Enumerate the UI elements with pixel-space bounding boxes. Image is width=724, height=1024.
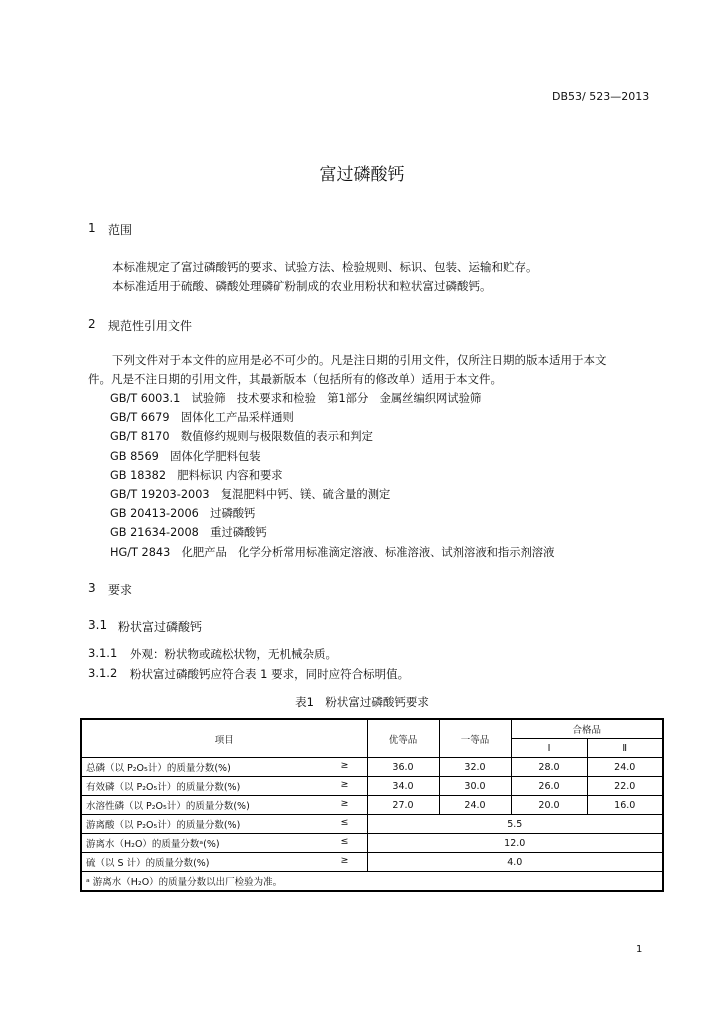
section-1-paragraph: 本标准适用于硫酸、磷酸处理磷矿粉制成的农业用粉状和粒状富过磷酸钙。 [112, 279, 492, 293]
page-number: 1 [636, 944, 643, 955]
reference-item: GB/T 6003.1 试验筛 技术要求和检验 第1部分 金属丝编织网试验筛 [110, 392, 482, 405]
cell-value: 12.0 [367, 834, 663, 853]
clause-3-1-2-text: 粉状富过磷酸钙应符合表 1 要求，同时应符合标明值。 [130, 667, 410, 681]
row-label: 游离水（H₂O）的质量分数ᵃ(%) [86, 839, 220, 850]
cell-value: 5.5 [367, 815, 663, 834]
cell-value: 30.0 [439, 777, 511, 796]
page-title: 富过磷酸钙 [319, 165, 405, 185]
row-label: 硫（以 S 计）的质量分数(%) [86, 858, 210, 869]
table-row [81, 815, 663, 834]
clause-3-1-2-number: 3.1.2 [88, 666, 118, 680]
cell-value: 16.0 [587, 796, 663, 815]
comparison-symbol: ≥ [340, 798, 349, 809]
requirements-table [80, 718, 664, 892]
section-1-number: 1 [88, 221, 96, 235]
section-2-intro: 下列文件对于本文件的应用是必不可少的。凡是注日期的引用文件，仅所注日期的版本适用于本文 [112, 353, 607, 367]
reference-item: GB/T 8170 数值修约规则与极限数值的表示和判定 [110, 430, 373, 444]
comparison-symbol: ≤ [340, 836, 349, 847]
table-row [81, 796, 663, 815]
section-2-number: 2 [88, 317, 96, 331]
section-3-heading: 要求 [108, 583, 133, 597]
comparison-symbol: ≥ [340, 760, 349, 771]
cell-value: 34.0 [367, 777, 439, 796]
cell-value: 26.0 [511, 777, 587, 796]
reference-item: GB 8569 固体化学肥料包装 [110, 449, 261, 463]
cell-value: 4.0 [367, 853, 663, 872]
section-2-heading: 规范性引用文件 [108, 319, 193, 333]
reference-item: GB/T 19203-2003 复混肥料中钙、镁、硫含量的测定 [110, 488, 391, 502]
clause-3-1-1-text: 外观：粉状物或疏松状物，无机械杂质。 [130, 647, 337, 661]
cell-value: 24.0 [439, 796, 511, 815]
header-grade-1: Ⅰ [511, 739, 587, 758]
header-grade-2: Ⅱ [587, 739, 663, 758]
header-item: 项目 [81, 719, 367, 758]
section-1-heading: 范围 [108, 223, 133, 237]
reference-item: GB 21634-2008 重过磷酸钙 [110, 526, 267, 540]
comparison-symbol: ≥ [340, 855, 349, 866]
table-row [81, 758, 663, 777]
reference-list [110, 389, 554, 562]
cell-value: 20.0 [511, 796, 587, 815]
reference-item: GB 20413-2006 过磷酸钙 [110, 507, 256, 521]
reference-item: GB 18382 肥料标识 内容和要求 [110, 468, 283, 482]
table-note-row [81, 872, 663, 892]
header-first: 一等品 [439, 719, 511, 758]
subsection-3-1-heading: 粉状富过磷酸钙 [118, 620, 203, 634]
cell-value: 28.0 [511, 758, 587, 777]
cell-value: 22.0 [587, 777, 663, 796]
table-row [81, 834, 663, 853]
document-number: DB53/ 523—2013 [552, 90, 650, 103]
clause-3-1-1-number: 3.1.1 [88, 646, 118, 660]
section-3-number: 3 [88, 581, 96, 595]
section-2-intro-cont: 件。凡是不注日期的引用文件，其最新版本（包括所有的修改单）适用于本文件。 [88, 372, 502, 386]
table-caption: 表1 粉状富过磷酸钙要求 [295, 695, 429, 709]
comparison-symbol: ≥ [340, 779, 349, 790]
cell-value: 24.0 [587, 758, 663, 777]
cell-value: 36.0 [367, 758, 439, 777]
cell-value: 27.0 [367, 796, 439, 815]
row-label: 游离酸（以 P₂O₅计）的质量分数(%) [86, 820, 241, 831]
table-footnote: ᵃ 游离水（H₂O）的质量分数以出厂检验为准。 [81, 872, 663, 892]
row-label: 有效磷（以 P₂O₅计）的质量分数(%) [86, 782, 241, 793]
header-qualified: 合格品 [511, 719, 663, 739]
subsection-3-1-number: 3.1 [88, 618, 108, 632]
comparison-symbol: ≤ [340, 817, 349, 828]
cell-value: 32.0 [439, 758, 511, 777]
reference-item: HG/T 2843 化肥产品 化学分析常用标准滴定溶液、标准溶液、试剂溶液和指示剂溶液 [110, 545, 555, 559]
table-row [81, 853, 663, 872]
row-label: 水溶性磷（以 P₂O₅计）的质量分数(%) [86, 801, 250, 812]
row-label: 总磷（以 P₂O₅计）的质量分数(%) [86, 763, 231, 774]
header-superior: 优等品 [367, 719, 439, 758]
section-1-paragraph: 本标准规定了富过磷酸钙的要求、试验方法、检验规则、标识、包装、运输和贮存。 [112, 260, 538, 274]
table-row [81, 777, 663, 796]
reference-item: GB/T 6679 固体化工产品采样通则 [110, 411, 294, 425]
